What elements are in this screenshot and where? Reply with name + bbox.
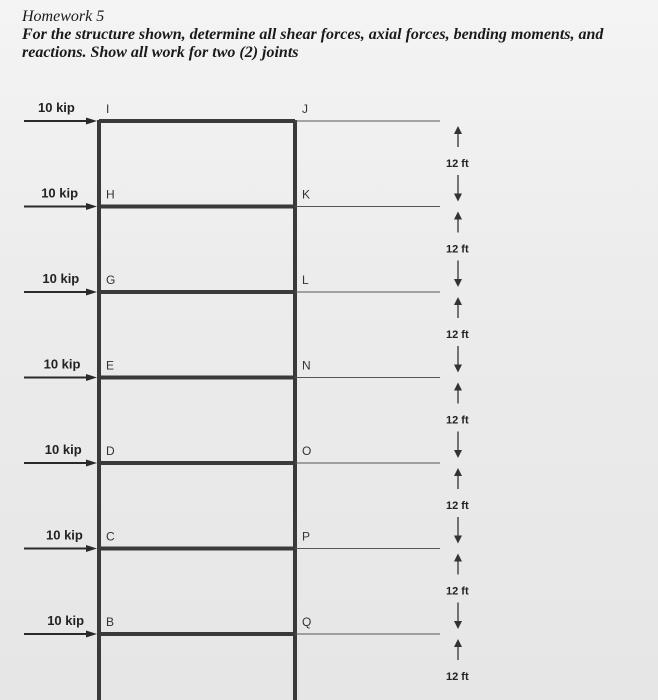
load-arrowhead: [86, 631, 97, 638]
joint-label-left: G: [106, 273, 116, 287]
load-arrowhead: [86, 460, 97, 467]
dimension-arrow-down: [454, 450, 462, 458]
load-arrowhead: [86, 374, 97, 381]
load-arrowhead: [86, 203, 97, 210]
joint-label-right: L: [302, 273, 309, 287]
dimension-label: 12 ft: [446, 414, 469, 427]
joint-label-left: H: [106, 187, 115, 202]
dimension-label: 12 ft: [446, 243, 469, 256]
joint-label-left: D: [106, 444, 115, 458]
joint-label-right: N: [302, 358, 311, 373]
dimension-arrow-down: [454, 536, 462, 544]
load-label: 10 kip: [38, 100, 75, 115]
dimension-arrow-up: [454, 383, 462, 391]
dimension-arrow-up: [454, 554, 462, 562]
dimension-label: 12 ft: [446, 158, 469, 170]
joint-label-right: Q: [302, 615, 312, 629]
dimension-arrow-up: [454, 126, 462, 134]
load-label: 10 kip: [47, 613, 85, 628]
load-label: 10 kip: [44, 442, 82, 457]
joint-label-right: J: [302, 102, 308, 116]
dimension-arrow-down: [454, 621, 462, 629]
homework-prompt: For the structure shown, determine all shear forces, axial forces, bending moments, and reactions. Show all work for two (2) joints: [22, 26, 604, 61]
load-label: 10 kip: [46, 527, 83, 543]
load-label: 10 kip: [41, 185, 79, 201]
dimension-arrow-up: [454, 212, 462, 220]
load-arrowhead: [86, 545, 97, 552]
dimension-label: 12 ft: [446, 671, 469, 683]
joint-label-right: P: [302, 529, 311, 544]
dimension-arrow-down: [454, 365, 462, 373]
joint-label-left: E: [106, 358, 115, 373]
dimension-arrow-down: [454, 194, 462, 202]
load-arrowhead: [86, 118, 97, 125]
dimension-arrow-up: [454, 639, 462, 647]
homework-title: Homework 5: [22, 8, 105, 25]
joint-label-right: K: [302, 187, 311, 202]
dimension-label: 12 ft: [446, 500, 469, 512]
load-label: 10 kip: [42, 271, 80, 286]
joint-label-left: I: [106, 102, 110, 116]
load-arrowhead: [86, 289, 97, 296]
dimension-label: 12 ft: [446, 329, 469, 341]
joint-label-right: O: [302, 444, 312, 458]
joint-label-left: C: [106, 529, 115, 544]
dimension-label: 12 ft: [446, 585, 469, 598]
dimension-arrow-up: [454, 297, 462, 305]
joint-label-left: B: [106, 615, 115, 629]
load-label: 10 kip: [43, 356, 81, 372]
dimension-arrow-down: [454, 279, 462, 287]
dimension-arrow-up: [454, 468, 462, 476]
